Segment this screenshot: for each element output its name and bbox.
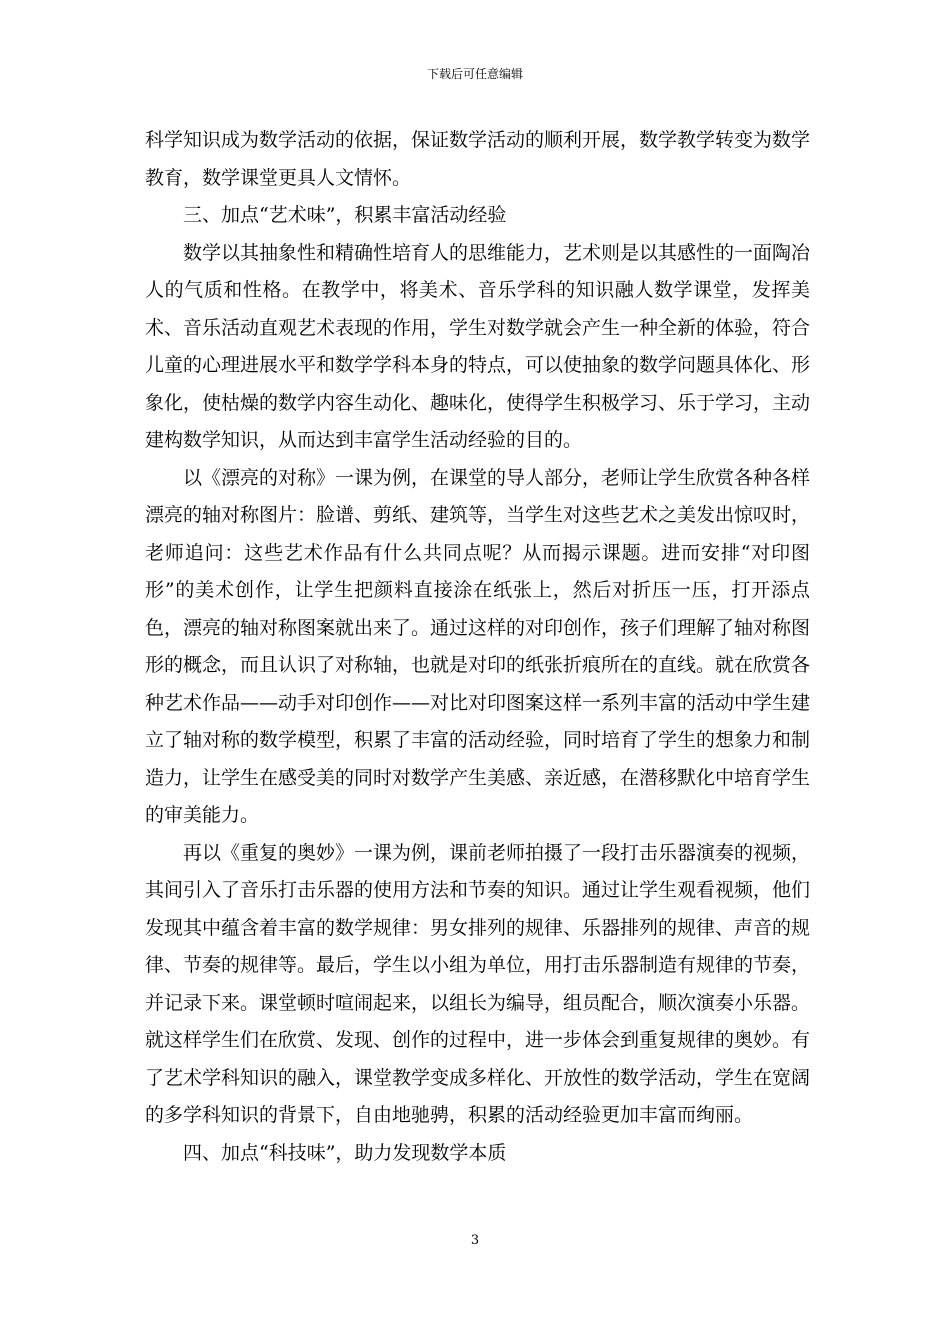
paragraph-symmetry-example: 以《漂亮的对称》一课为例，在课堂的导人部分，老师让学生欣赏各种各样漂亮的轴对称图片：脸谱、剪纸、建筑等，当学生对这些艺术之美发出惊叹时，老师追问：这些艺术作品有什么共同点呢？从而揭示课题。进而安排“对印图形”的美术创作，让学生把颜料直接涂在纸张上，然后对折压一压，打开添点色，漂亮的轴对称图案就出来了。通过这样的对印创作，孩子们理解了轴对称图形的概念，而且认识了对称轴，也就是对印的纸张折痕所在的直线。就在欣赏各种艺术作品——动手对印创作——对比对印图案这样一系列丰富的活动中学生建立了轴对称的数学模型，积累了丰富的活动经验，同时培育了学生的想象力和制造力，让学生在感受美的同时对数学产生美感、亲近感，在潜移默化中培育学生的审美能力。 bbox=[145, 466, 811, 826]
section-heading-art: 三、加点“艺术味”，积累丰富活动经验 bbox=[183, 204, 507, 226]
page-header: 下载后可任意编辑 bbox=[426, 67, 523, 81]
paragraph-continuation: 科学知识成为数学活动的依据，保证数学活动的顺利开展，数学教学转变为数学教育，数学课堂更具人文情怀。 bbox=[145, 129, 811, 189]
paragraph-art-intro: 数学以其抽象性和精确性培育人的思维能力，艺术则是以其感性的一面陶冶人的气质和性格。在教学中，将美术、音乐学科的知识融人数学课堂，发挥美术、音乐活动直观艺术表现的作用，学生对数学就会产生一种全新的体验，符合儿童的心理进展水平和数学学科本身的特点，可以使抽象的数学问题具体化、形象化，使枯燥的数学内容生动化、趣味化，使得学生积极学习、乐于学习，主动建构数学知识，从而达到丰富学生活动经验的目的。 bbox=[145, 241, 811, 451]
document-body bbox=[145, 122, 810, 1172]
paragraph-repetition-example: 再以《重复的奥妙》一课为例，课前老师拍摄了一段打击乐器演奏的视频，其间引入了音乐打击乐器的使用方法和节奏的知识。通过让学生观看视频，他们发现其中蕴含着丰富的数学规律：男女排列的规律、乐器排列的规律、声音的规律、节奏的规律等。最后，学生以小组为单位，用打击乐器制造有规律的节奏，并记录下来。课堂顿时喧闹起来，以组长为编导，组员配合，顺次演奏小乐器。就这样学生们在欣赏、发现、创作的过程中，进一步体会到重复规律的奥妙。有了艺术学科知识的融入，课堂教学变成多样化、开放性的数学活动，学生在宽阔的多学科知识的背景下，自由地驰骋，积累的活动经验更加丰富而绚丽。 bbox=[145, 841, 811, 1126]
page-number: 3 bbox=[470, 1233, 480, 1248]
section-heading-tech: 四、加点“科技味”，助力发现数学本质 bbox=[183, 1141, 507, 1164]
